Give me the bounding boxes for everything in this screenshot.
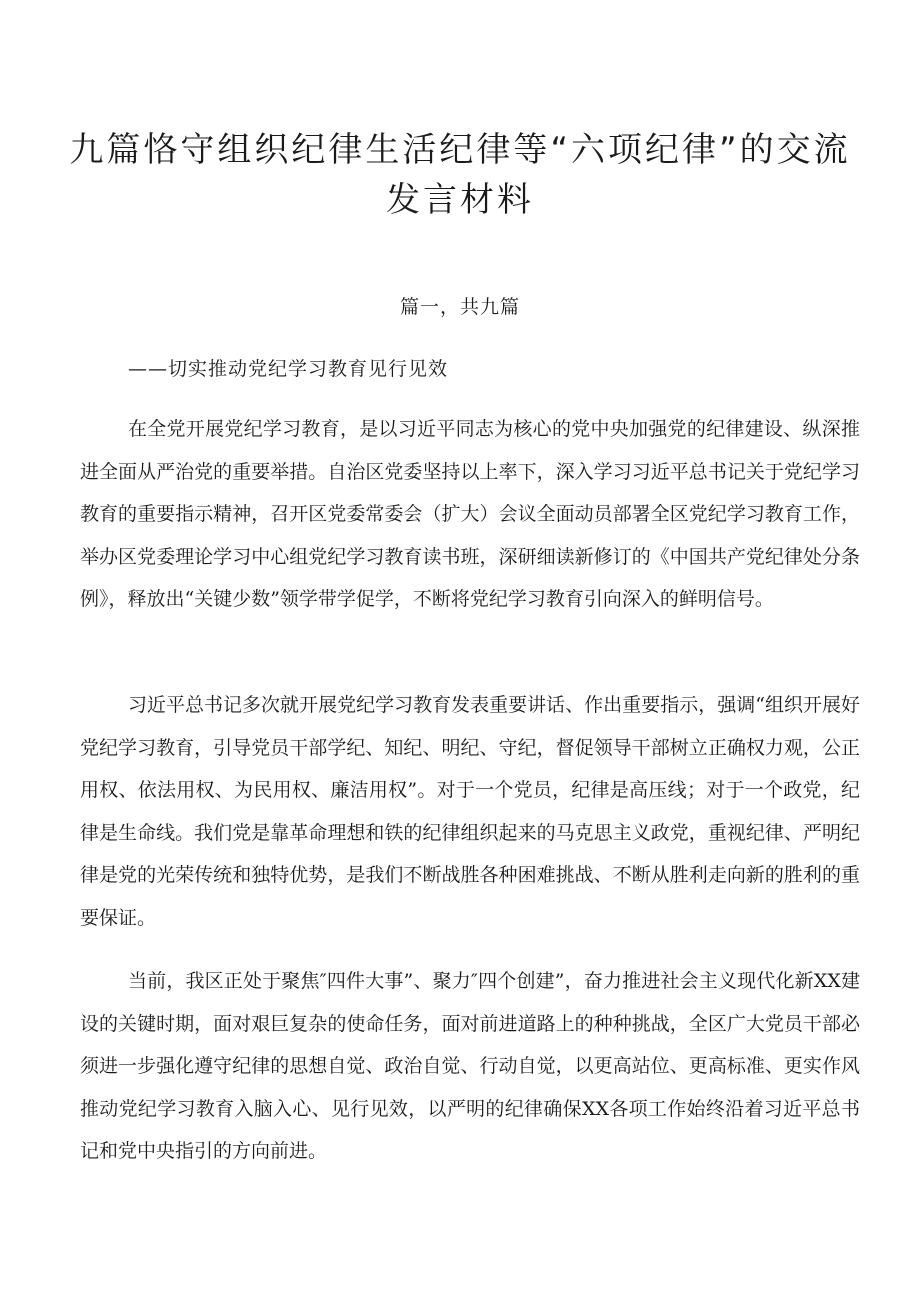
body-paragraph-3: 当前，我区正处于聚焦″四件大事”、聚力″四个创建”，奋力推进社会主义现代化新XX建设的关键时期，面对艰巨复杂的使命任务，面对前进道路上的种种挑战，全区广大党员干部必须进一步强化遵守纪律的思想自觉、政治自觉、行动自觉，以更高站位、更高标准、更实作风推动党纪学习教育入脑入心、见行见效，以严明的纪律确保XX各项工作始终沿着习近平总书记和党中央指引的方向前进。: [80, 970, 860, 1162]
body-paragraph-2: 习近平总书记多次就开展党纪学习教育发表重要讲话、作出重要指示，强调“组织开展好党纪学习教育，引导党员干部学纪、知纪、明纪、守纪，督促领导干部树立正确权力观，公正用权、依法用权、为民用权、廉洁用权”。对于一个党员，纪律是高压线；对于一个政党，纪律是生命线。我们党是靠革命理想和铁的纪律组织起来的马克思主义政党，重视纪律、严明纪律是党的光荣传统和独特优势，是我们不断战胜各种困难挑战、不断从胜利走向新的胜利的重要保证。: [80, 694, 860, 929]
document-title-line-1: 九篇恪守组织纪律生活纪律等“六项纪律”的交流: [69, 130, 851, 170]
chapter-heading: 篇一，共九篇: [399, 296, 520, 318]
document-title-line-2: 发言材料: [386, 180, 534, 220]
body-paragraph-1: 在全党开展党纪学习教育，是以习近平同志为核心的党中央加强党的纪律建设、纵深推进全面从严治党的重要举措。自治区党委坚持以上率下，深入学习习近平总书记关于党纪学习教育的重要指示精神，召开区党委常委会（扩大）会议全面动员部署全区党纪学习教育工作，举办区党委理论学习中心组党纪学习教育读书班，深研细读新修订的《中国共产党纪律处分条例》，释放出“关键少数”领学带学促学，不断将党纪学习教育引向深入的鲜明信号。: [80, 418, 860, 610]
section-subtitle: ——切实推动党纪学习教育见行见效: [128, 358, 449, 380]
